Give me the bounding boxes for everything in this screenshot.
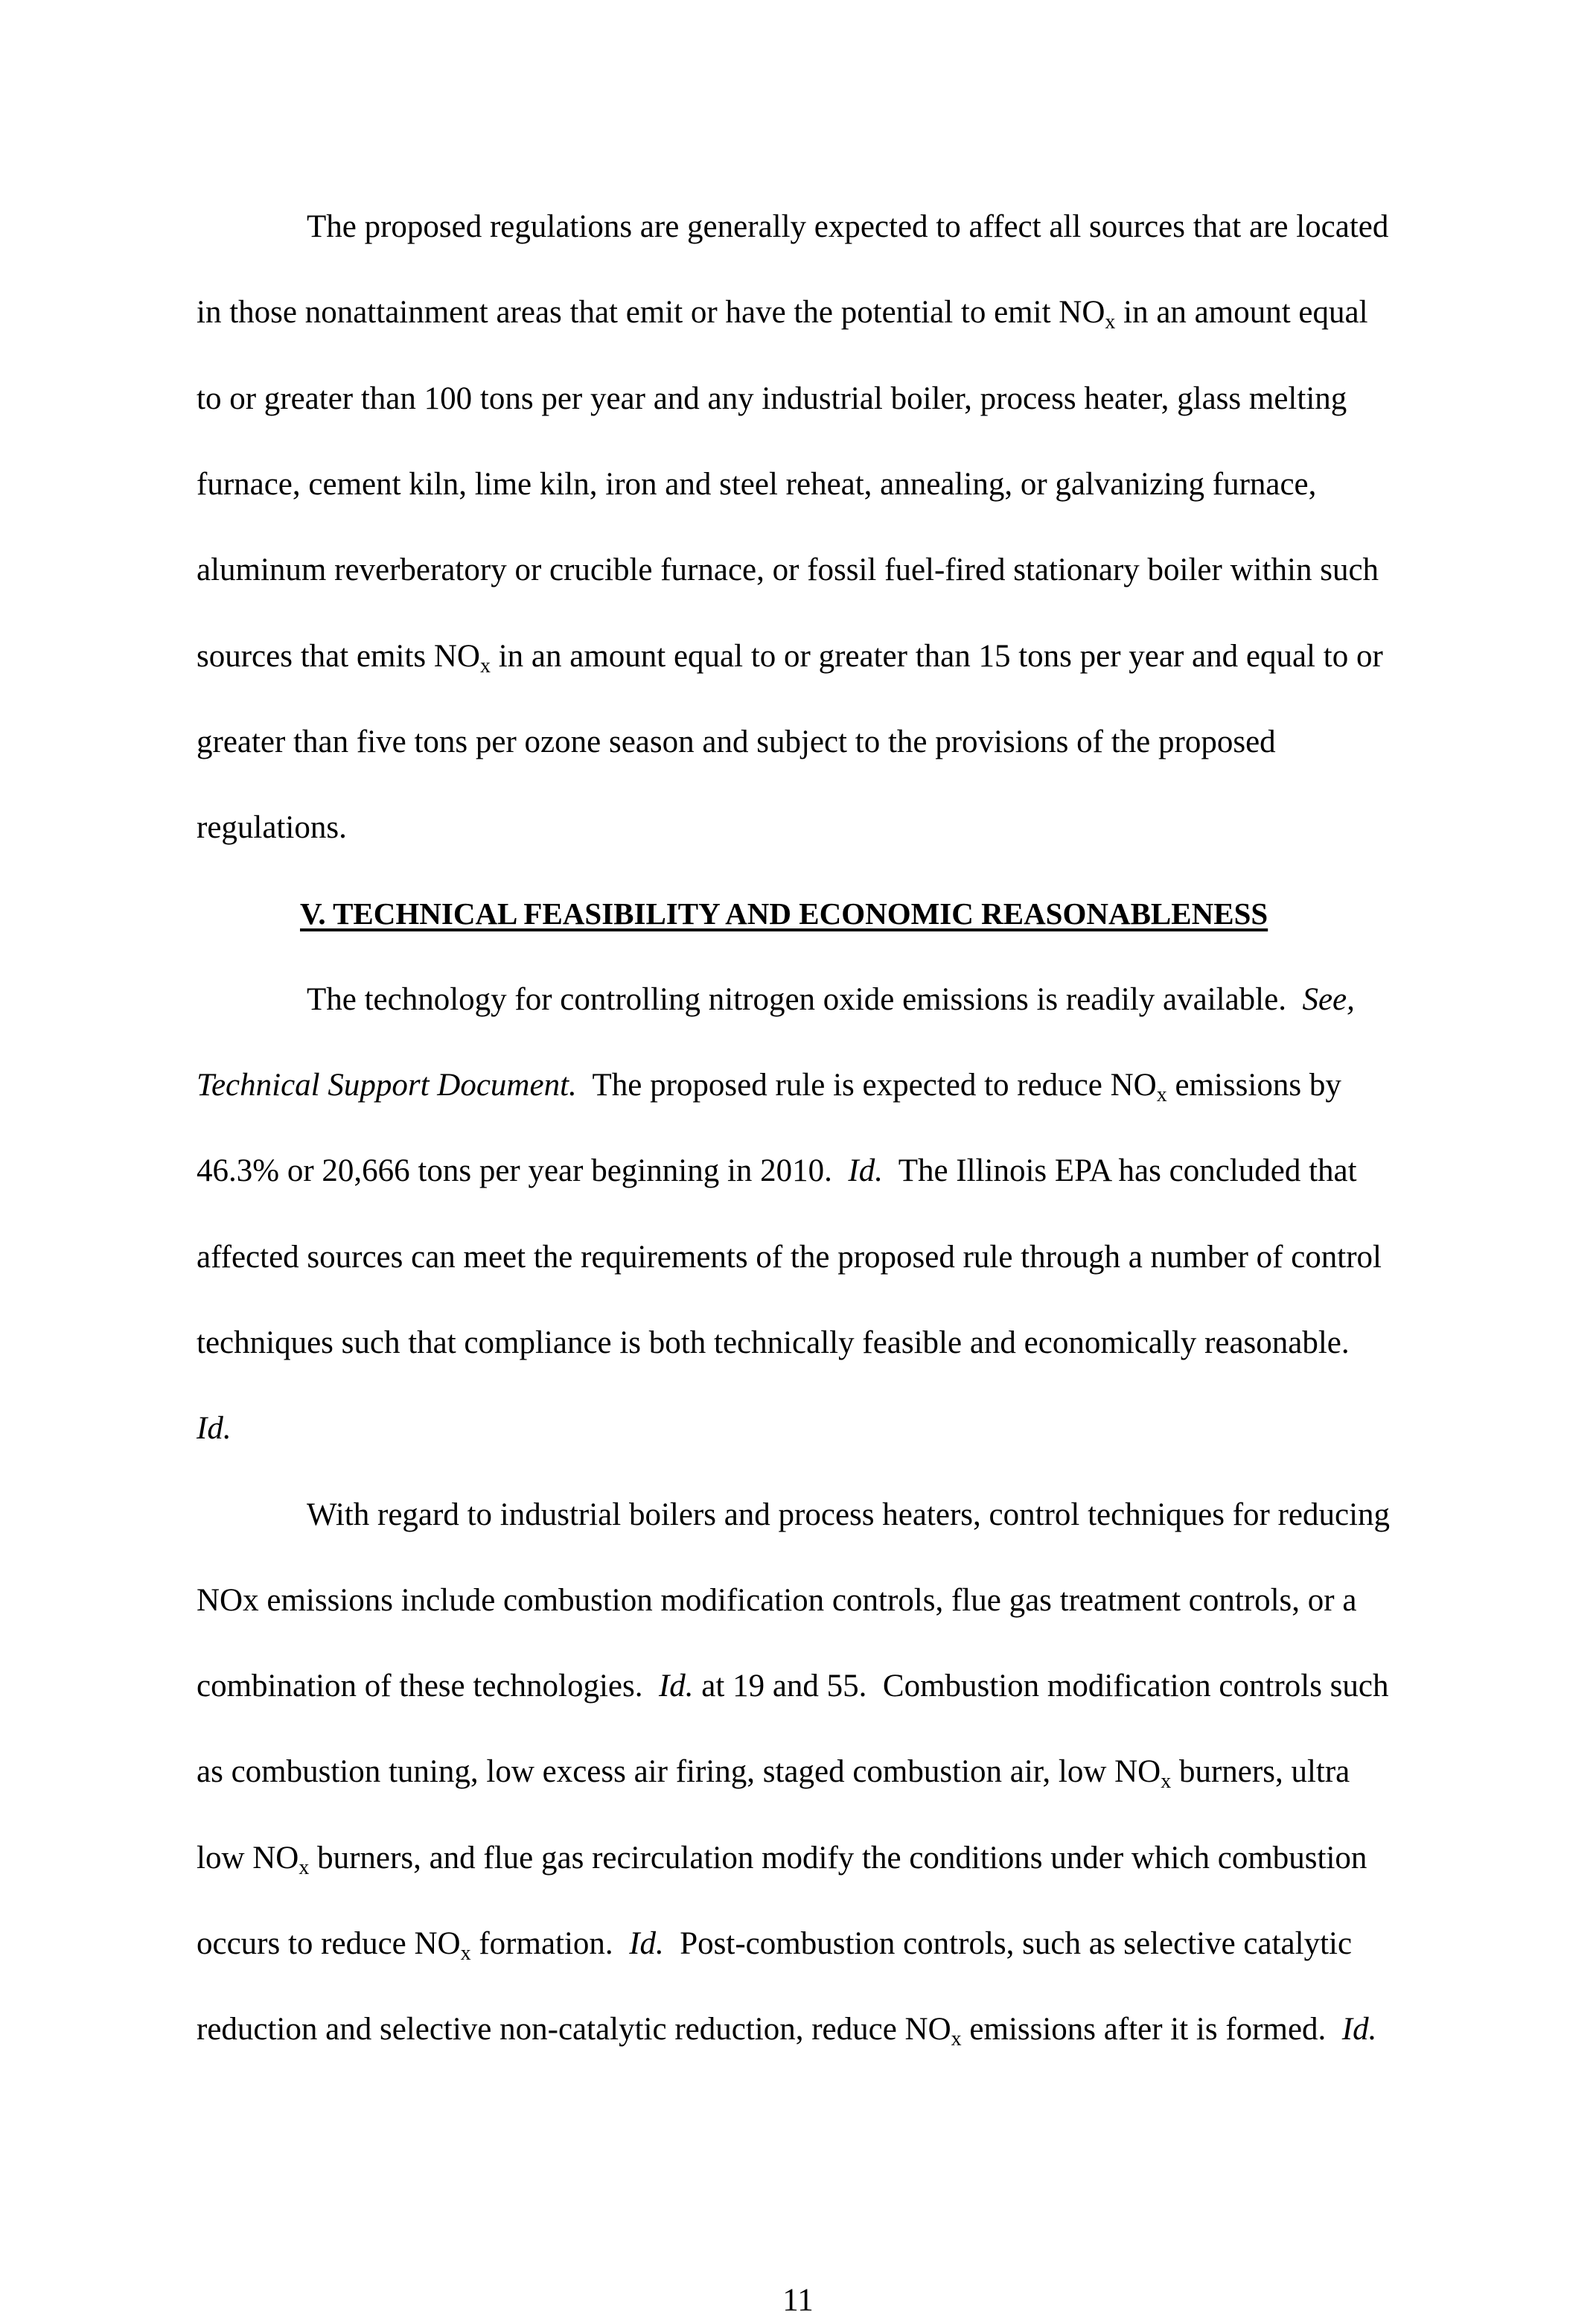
paragraph-1-line: [197, 552, 1379, 588]
italic-text: Technical Support Document.: [197, 1068, 577, 1103]
paragraph-1-line: [307, 209, 1388, 245]
subscript: x: [951, 2027, 962, 2051]
text-run: emissions after it is formed.: [961, 2012, 1342, 2048]
text-run: in an amount equal to or greater than 15 tons per year and equal to or: [490, 638, 1383, 674]
subscript: x: [1105, 310, 1116, 334]
text-run: furnace, cement kiln, lime kiln, iron and steel reheat, annealing, or galvanizing furnace,: [197, 466, 1317, 502]
text-run: in those nonattainment areas that emit or have the potential to emit NO: [197, 295, 1105, 331]
paragraph-3-line: [197, 1926, 1353, 1965]
italic-text: Id.: [629, 1926, 664, 1961]
italic-text: Id.: [848, 1153, 883, 1189]
text-run: affected sources can meet the requirements of the proposed rule through a number of control: [197, 1239, 1382, 1275]
italic-text: See,: [1302, 981, 1355, 1017]
italic-text: Id.: [197, 1411, 232, 1447]
text-run: The proposed rule is expected to reduce NO: [576, 1068, 1157, 1103]
paragraph-3-line: [197, 1840, 1367, 1879]
text-run: regulations.: [197, 810, 347, 846]
text-run: The proposed regulations are generally expected to affect all sources that are located: [307, 209, 1389, 244]
text-run: at 19 and 55. Combustion modification controls such: [693, 1669, 1389, 1704]
paragraph-1-line: [197, 381, 1347, 417]
text-run: With regard to industrial boilers and process heaters, control techniques for reducing: [307, 1497, 1391, 1532]
text-run: occurs to reduce NO: [197, 1926, 461, 1961]
text-run: formation.: [470, 1926, 630, 1961]
text-run: reduction and selective non-catalytic reduction, reduce NO: [197, 2012, 951, 2048]
italic-text: Id.: [1341, 2012, 1377, 2048]
section-heading: V. TECHNICAL FEASIBILITY AND ECONOMIC REASONABLENESS: [300, 896, 1268, 931]
paragraph-2-line: [197, 1068, 1341, 1106]
text-run: greater than five tons per ozone season and subject to the provisions of the proposed: [197, 724, 1276, 759]
page-number: 11: [782, 2283, 814, 2318]
text-run: combination of these technologies.: [197, 1669, 659, 1704]
paragraph-1-line: [197, 810, 347, 846]
text-run: burners, and flue gas recirculation modify the conditions under which combustion: [309, 1840, 1367, 1876]
text-run: 46.3% or 20,666 tons per year beginning in 2010.: [197, 1153, 849, 1189]
text-run: in an amount equal: [1115, 295, 1368, 331]
text-run: to or greater than 100 tons per year and any industrial boiler, process heater, glass melting: [197, 380, 1347, 416]
paragraph-2-line: [197, 1240, 1382, 1275]
text-run: techniques such that compliance is both technically feasible and economically reasonable.: [197, 1325, 1350, 1360]
text-run: NOx emissions include combustion modification controls, flue gas treatment controls, or a: [197, 1582, 1357, 1618]
paragraph-1-line: [197, 638, 1383, 678]
subscript: x: [460, 1942, 471, 1965]
text-run: The Illinois EPA has concluded that: [882, 1153, 1357, 1189]
text-run: The technology for controlling nitrogen oxide emissions is readily available.: [307, 981, 1303, 1017]
paragraph-2-line: [197, 1411, 232, 1447]
subscript: x: [299, 1855, 310, 1879]
text-run: low NO: [197, 1840, 299, 1876]
subscript: x: [1156, 1083, 1167, 1106]
text-run: sources that emits NO: [197, 638, 480, 674]
paragraph-2-line: [197, 1325, 1350, 1361]
subscript: x: [1161, 1770, 1172, 1794]
text-run: burners, ultra: [1171, 1754, 1350, 1790]
text-run: emissions by: [1166, 1068, 1341, 1103]
paragraph-3-line: [197, 1754, 1350, 1794]
italic-text: Id.: [658, 1669, 694, 1704]
paragraph-3-line: [197, 1669, 1389, 1704]
text-run: aluminum reverberatory or crucible furnace, or fossil fuel-fired stationary boiler within such: [197, 552, 1379, 588]
text-run: Post-combustion controls, such as selective catalytic: [663, 1926, 1353, 1961]
subscript: x: [479, 654, 491, 678]
paragraph-1-line: [197, 724, 1276, 760]
paragraph-2-line: [197, 1153, 1357, 1189]
paragraph-1-line: [197, 467, 1316, 503]
paragraph-3-line: [197, 2012, 1377, 2051]
text-run: as combustion tuning, low excess air firing, staged combustion air, low NO: [197, 1754, 1161, 1790]
paragraph-2-line: [307, 982, 1355, 1018]
paragraph-1-line: [197, 295, 1368, 334]
paragraph-3-line: [307, 1497, 1390, 1533]
paragraph-3-line: [197, 1583, 1356, 1619]
